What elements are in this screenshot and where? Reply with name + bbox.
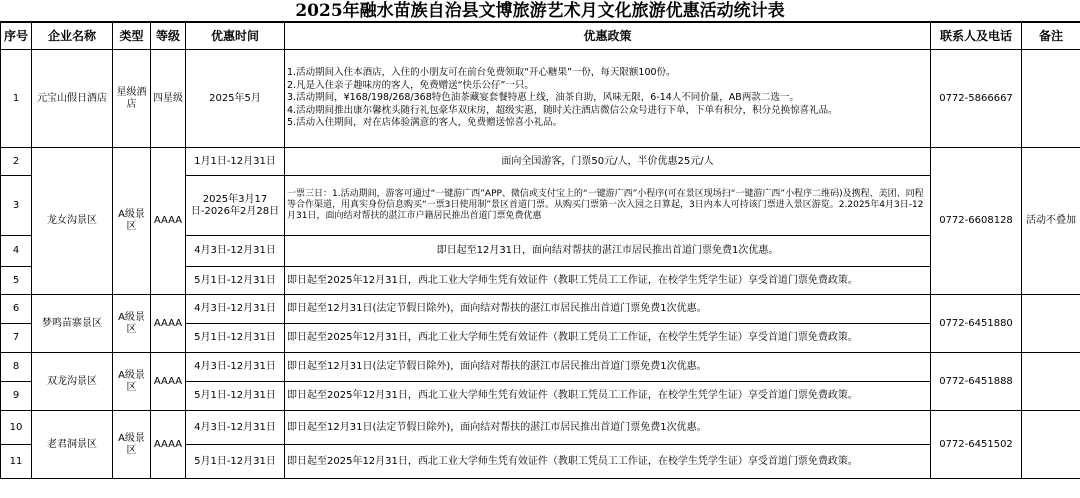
company-type: A级景区 (113, 411, 151, 479)
row-number: 7 (1, 324, 32, 353)
discount-policy: 一票三日：1.活动期间，游客可通过“一键游广西”APP、微信或支付宝上的“一键游广西”小程序(可在景区现场扫“一键游广西”小程序二维码)及携程、美团、同程等合作渠道，用真实身份信息购买“一票3日使用制”景区首道门票。从购买门票第一次入园之日算起，3日内本人可持该门票进入景区游览。2.2025年4月3日-12月31日，面向结对帮扶的湛江市户籍居民推出首道门票免费优惠 (285, 176, 931, 236)
contact-phone: 0772-6451880 (931, 295, 1022, 353)
company-level: AAAA (151, 353, 186, 411)
row-number: 3 (1, 176, 32, 236)
discount-table (0, 22, 1080, 479)
header-contact: 联系人及电话 (931, 23, 1022, 50)
discount-time: 4月3日-12月31日 (186, 236, 285, 267)
discount-time: 4月3日-12月31日 (186, 295, 285, 324)
company-level: AAAA (151, 148, 186, 295)
discount-policy: 即日起至2025年12月31日，西北工业大学师生凭有效证件（教职工凭员工工作证，在校学生凭学生证）享受首道门票免费政策。 (285, 267, 931, 295)
company-level: 四星级 (151, 50, 186, 148)
company-level: AAAA (151, 295, 186, 353)
row-number: 10 (1, 411, 32, 445)
company-name: 龙女沟景区 (32, 148, 113, 295)
company-type: 星级酒店 (113, 50, 151, 148)
discount-time: 5月1日-12月31日 (186, 382, 285, 411)
contact-phone: 0772-6451502 (931, 411, 1022, 479)
discount-time: 4月3日-12月31日 (186, 353, 285, 382)
header-time: 优惠时间 (186, 23, 285, 50)
company-level: AAAA (151, 411, 186, 479)
company-type: A级景区 (113, 295, 151, 353)
row-number: 9 (1, 382, 32, 411)
table-row (1, 353, 1080, 382)
row-number: 11 (1, 445, 32, 479)
discount-policy: 即日起至2025年12月31日，西北工业大学师生凭有效证件（教职工凭员工工作证，在校学生凭学生证）享受首道门票免费政策。 (285, 324, 931, 353)
table-row (1, 50, 1080, 148)
company-type: A级景区 (113, 148, 151, 295)
discount-time: 4月3日-12月31日 (186, 411, 285, 445)
contact-phone: 0772-5866667 (931, 50, 1022, 148)
table-row (1, 148, 1080, 176)
row-number: 5 (1, 267, 32, 295)
row-number: 2 (1, 148, 32, 176)
table-row (1, 295, 1080, 324)
policy-line: 5.活动入住期间，对在店体验满意的客人，免费赠送惊喜小礼品。 (287, 117, 563, 129)
policy-line: 1.活动期间入住本酒店，入住的小朋友可在前台免费领取“开心糖果”一份，每天限额100份。 (287, 67, 676, 79)
contact-phone: 0772-6451888 (931, 353, 1022, 411)
row-number: 1 (1, 50, 32, 148)
discount-policy: 即日起至2025年12月31日，西北工业大学师生凭有效证件（教职工凭员工工作证，在校学生凭学生证）享受首道门票免费政策。 (285, 382, 931, 411)
policy-line: 4.活动期间推出康尔馨枕头随行礼包豪华双床房，超级实惠，随时关注酒店微信公众号进行下单，下单有积分，积分兑换惊喜礼品。 (287, 104, 838, 116)
remark (1022, 295, 1080, 353)
company-name: 老君洞景区 (32, 411, 113, 479)
table-row (1, 411, 1080, 445)
discount-policy: 即日起至12月31日(法定节假日除外)，面向结对帮扶的湛江市居民推出首道门票免费1次优惠。 (285, 295, 931, 324)
company-name: 梦鸣苗寨景区 (32, 295, 113, 353)
header-remark: 备注 (1022, 23, 1080, 50)
remark (1022, 411, 1080, 479)
remark (1022, 353, 1080, 411)
row-number: 4 (1, 236, 32, 267)
company-name: 元宝山假日酒店 (32, 50, 113, 148)
discount-policy: 即日起至12月31日(法定节假日除外)，面向结对帮扶的湛江市居民推出首道门票免费1次优惠。 (285, 353, 931, 382)
discount-policy: 即日起至12月31日(法定节假日除外)，面向结对帮扶的湛江市居民推出首道门票免费1次优惠。 (285, 411, 931, 445)
row-number: 6 (1, 295, 32, 324)
discount-time: 5月1日-12月31日 (186, 445, 285, 479)
discount-time: 1月1日-12月31日 (186, 148, 285, 176)
header-type: 类型 (113, 23, 151, 50)
page-title: 2025年融水苗族自治县文博旅游艺术月文化旅游优惠活动统计表 (0, 0, 1080, 22)
discount-time: 2025年5月 (186, 50, 285, 148)
row-number: 8 (1, 353, 32, 382)
company-type: A级景区 (113, 353, 151, 411)
header-name: 企业名称 (32, 23, 113, 50)
policy-line: 2.凡是入住亲子趣味房的客人，免费赠送“快乐公仔”一只。 (287, 79, 534, 91)
header-level: 等级 (151, 23, 186, 50)
header-policy: 优惠政策 (285, 23, 931, 50)
header-no: 序号 (1, 23, 32, 50)
company-name: 双龙沟景区 (32, 353, 113, 411)
discount-policy: 即日起至12月31日，面向结对帮扶的湛江市居民推出首道门票免费1次优惠。 (285, 236, 931, 267)
discount-time: 5月1日-12月31日 (186, 267, 285, 295)
discount-time: 2025年3月17日-2026年2月28日 (186, 176, 285, 236)
discount-policy: 即日起至2025年12月31日，西北工业大学师生凭有效证件（教职工凭员工工作证，在校学生凭学生证）享受首道门票免费政策。 (285, 445, 931, 479)
discount-time: 5月1日-12月31日 (186, 324, 285, 353)
remark: 活动不叠加 (1022, 148, 1080, 295)
header-row (1, 23, 1080, 50)
policy-line: 3.活动期间，¥168/198/268/368特色油茶藏宴套餐特惠上线，油茶自助，风味无限，6-14人不同价量，AB两款二选一。 (287, 92, 799, 104)
remark (1022, 50, 1080, 148)
discount-policy: 面向全国游客，门票50元/人，半价优惠25元/人 (285, 148, 931, 176)
discount-policy (285, 50, 931, 148)
contact-phone: 0772-6608128 (931, 148, 1022, 295)
